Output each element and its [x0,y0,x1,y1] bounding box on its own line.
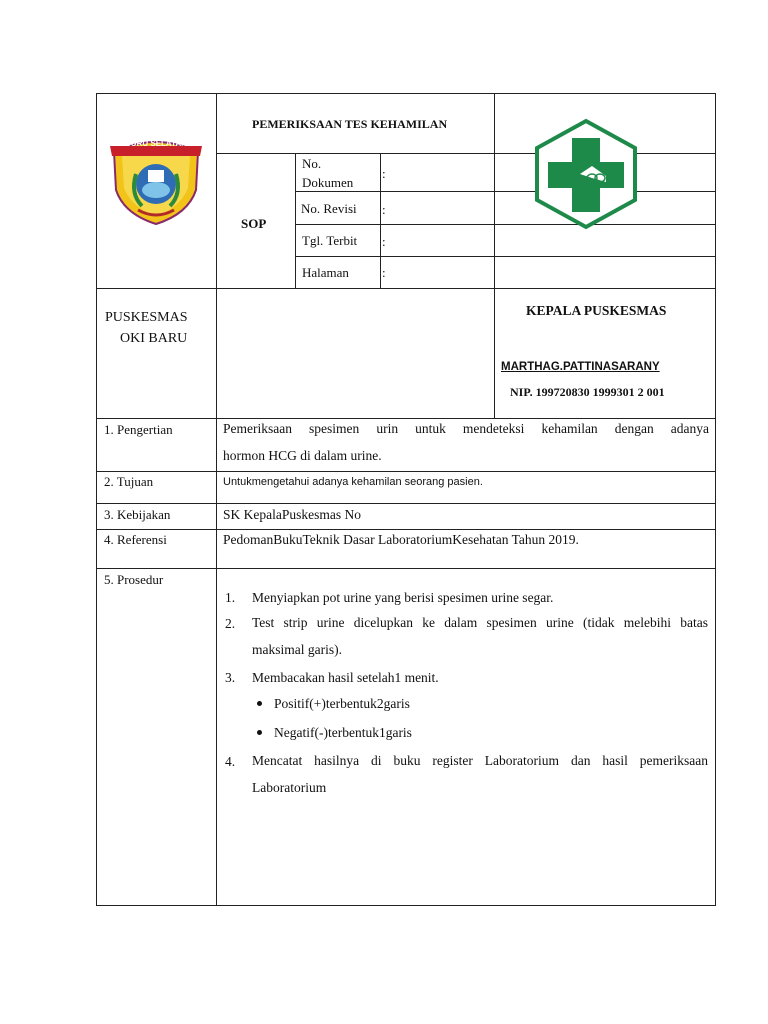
row-divider-terbit [295,256,716,257]
pengertian-text-line2: hormon HCG di dalam urine. [223,448,382,463]
row-divider-kebijakan [96,529,716,530]
step-text-continued: Laboratorium [252,780,327,795]
column-divider-sop [295,153,296,289]
bullet-dot-icon [257,730,262,735]
buru-selatan-crest-icon [108,134,204,226]
column-divider-label [216,93,217,906]
label-kebijakan: 3. Kebijakan [104,507,171,522]
approval-nip: NIP. 199720830 1999301 2 001 [510,385,665,399]
halaman-label: Halaman [302,265,349,280]
step-text: Membacakan hasil setelah1 menit. [252,670,439,685]
row-divider-revisi [295,224,716,225]
pengertian-text-line1: Pemeriksaan spesimen urin untuk mendeteksi kehamilan dengan adanya [223,421,709,436]
tgl-terbit-colon: : [382,234,386,249]
no-dokumen-colon: : [382,166,386,181]
label-prosedur: 5. Prosedur [104,572,164,587]
step-number: 1. [225,590,236,605]
row-divider-tujuan [96,503,716,504]
column-divider-logo [494,93,495,419]
no-dokumen-label-line2: Dokumen [302,175,354,190]
document-title: PEMERIKSAAN TES KEHAMILAN [252,117,448,131]
puskesmas-cross-icon [532,118,640,230]
step-text-continued: maksimal garis). [252,642,342,657]
bullet-dot-icon [257,701,262,706]
tgl-terbit-label: Tgl. Terbit [302,233,358,248]
row-divider-referensi [96,568,716,569]
step-text: Mencatat hasilnya di buku register Laboratorium dan hasil pemeriksaan [252,753,708,768]
column-divider-colon [380,153,381,289]
table-border-right [715,93,716,906]
referensi-text: PedomanBukuTeknik Dasar LaboratoriumKesehatan Tahun 2019. [223,532,579,547]
label-referensi: 4. Referensi [104,532,167,547]
row-divider-header [96,288,716,289]
bullet-text: Negatif(-)terbentuk1garis [274,725,412,740]
approval-name: MARTHAG.PATTINASARANY [501,361,660,373]
row-divider-doc [295,191,716,192]
no-dokumen-label-line1: No. [302,156,322,171]
row-divider-pengertian [96,471,716,472]
tujuan-text: Untukmengetahui adanya kehamilan seorang pasien. [223,476,483,488]
row-divider-title [216,153,716,154]
no-revisi-label: No. Revisi [301,201,357,216]
sop-label: SOP [241,216,267,231]
no-revisi-colon: : [382,202,386,217]
label-tujuan: 2. Tujuan [104,474,154,489]
label-pengertian: 1. Pengertian [104,422,173,437]
kebijakan-text: SK KepalaPuskesmas No [223,507,361,522]
bullet-text: Positif(+)terbentuk2garis [274,696,410,711]
institution-line2: OKI BARU [120,331,188,346]
halaman-colon: : [382,265,386,280]
step-text: Test strip urine dicelupkan ke dalam spesimen urine (tidak melebihi batas [252,615,708,630]
institution-line1: PUSKESMAS [105,310,188,325]
table-border-top [96,93,716,94]
step-number: 3. [225,670,236,685]
step-text: Menyiapkan pot urine yang berisi spesimen urine segar. [252,590,554,605]
table-border-bottom [96,905,716,906]
step-number: 4. [225,754,236,769]
approval-role: KEPALA PUSKESMAS [526,303,667,318]
step-number: 2. [225,616,236,631]
crest-banner-text: BURU SELATAN [125,139,187,148]
table-border-left [96,93,97,906]
